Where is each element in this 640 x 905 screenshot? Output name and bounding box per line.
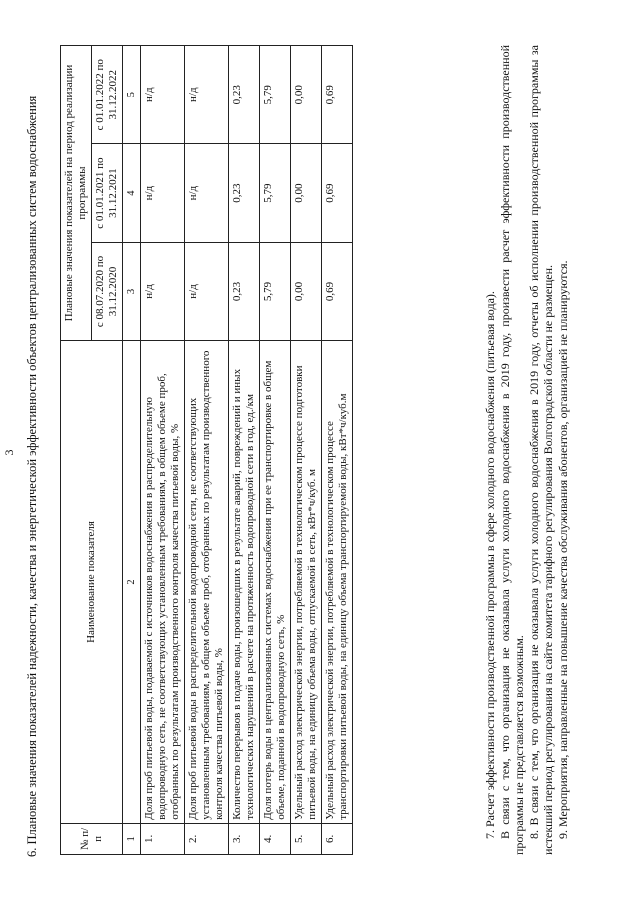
header-period-3: с 01.01.2022 по 31.12.2022 <box>92 46 123 144</box>
header-period-1: с 08.07.2020 по 31.12.2020 <box>92 242 123 340</box>
note-9: 9. Мероприятия, направленные на повышение качества обслуживания абонентов, организацией не планируются. <box>555 260 570 839</box>
note-7-title: 7. Расчет эффективности производственной программы в сфере холодного водоснабжения (питьевая вода). <box>483 291 497 839</box>
notes-section <box>483 45 570 855</box>
table-row <box>291 46 322 855</box>
row-value: 0,23 <box>229 242 260 340</box>
row-value: 0,69 <box>322 242 353 340</box>
table-row <box>185 46 229 855</box>
row-indicator-name: Удельный расход электрической энергии, потребляемой в технологическом процессе транспортировки питьевой воды, на единицу объема транспортируемой воды, кВт*ч/куб.м <box>322 341 353 824</box>
row-value: н/д <box>141 144 185 242</box>
row-indicator-name: Количество перерывов в подаче воды, произошедших в результате аварий, повреждений и иных технологических нарушений в расчете на протяженность водопроводной сети в год, ед./км <box>229 341 260 824</box>
row-value: 0,00 <box>291 242 322 340</box>
index-cell: 2 <box>123 341 141 824</box>
row-indicator-name: Доля потерь воды в централизованных системах водоснабжения при ее транспортировке в общем объеме, поданной в водопроводную сеть, % <box>260 341 291 824</box>
row-number: 2. <box>185 823 229 854</box>
row-value: 0,23 <box>229 46 260 144</box>
row-value: н/д <box>185 46 229 144</box>
row-value: 0,69 <box>322 144 353 242</box>
row-number: 1. <box>141 823 185 854</box>
header-name: Наименование показателя <box>61 341 123 824</box>
table-row <box>141 46 185 855</box>
header-period-group: Плановые значения показателей на период реализации программы <box>61 46 92 341</box>
table-row <box>260 46 291 855</box>
row-value: 0,00 <box>291 144 322 242</box>
table-row <box>322 46 353 855</box>
row-number: 3. <box>229 823 260 854</box>
header-no: № п/п <box>61 823 123 854</box>
index-cell: 1 <box>123 823 141 854</box>
row-indicator-name: Доля проб питьевой воды, подаваемой с источников водоснабжения в распределительную водопроводную сеть, не соответствующих установленным требованиям, в общем объеме проб, отобранных по результатам производственного контроля качества питьевой воды, % <box>141 341 185 824</box>
table-header-row <box>61 46 92 855</box>
row-number: 6. <box>322 823 353 854</box>
row-value: н/д <box>141 242 185 340</box>
row-value: 0,23 <box>229 144 260 242</box>
header-period-2: с 01.01.2021 по 31.12.2021 <box>92 144 123 242</box>
row-value: 5,79 <box>260 242 291 340</box>
row-value: н/д <box>141 46 185 144</box>
index-cell: 5 <box>123 46 141 144</box>
row-number: 5. <box>291 823 322 854</box>
row-value: н/д <box>185 144 229 242</box>
note-8: 8. В связи с тем, что организация не оказывала услуги холодного водоснабжения в 2019 году, отчеты об исполнении производственной программы за истекший период регулирования на сайте комитета тарифного регулирования Волгоградской области не размещен. <box>526 45 555 855</box>
row-value: н/д <box>185 242 229 340</box>
row-number: 4. <box>260 823 291 854</box>
row-value: 5,79 <box>260 144 291 242</box>
row-value: 0,69 <box>322 46 353 144</box>
table-row <box>229 46 260 855</box>
row-indicator-name: Доля проб питьевой воды в распределительной водопроводной сети, не соответствующих установленным требованиям, в общем объеме проб, отобранных по результатам производственного контроля качества питьевой воды, % <box>185 341 229 824</box>
section-title: 6. Плановые значения показателей надежности, качества и энергетической эффективности объектов централизованных систем водоснабжения <box>25 95 39 857</box>
row-indicator-name: Удельный расход электрической энергии, потребляемой в технологическом процессе подготовки питьевой воды, на единицу объема воды, отпускаемой в сеть, кВт*ч/куб. м <box>291 341 322 824</box>
indicators-table <box>60 45 353 855</box>
index-cell: 4 <box>123 144 141 242</box>
note-7-body: В связи с тем, что организация не оказывала услуги холодного водоснабжения в 2019 году, произвести расчет эффективности производственной программы не представляется возможным. <box>497 45 526 855</box>
row-value: 5,79 <box>260 46 291 144</box>
index-cell: 3 <box>123 242 141 340</box>
row-value: 0,00 <box>291 46 322 144</box>
table-index-row <box>123 46 141 855</box>
page-number: 3 <box>2 449 16 456</box>
